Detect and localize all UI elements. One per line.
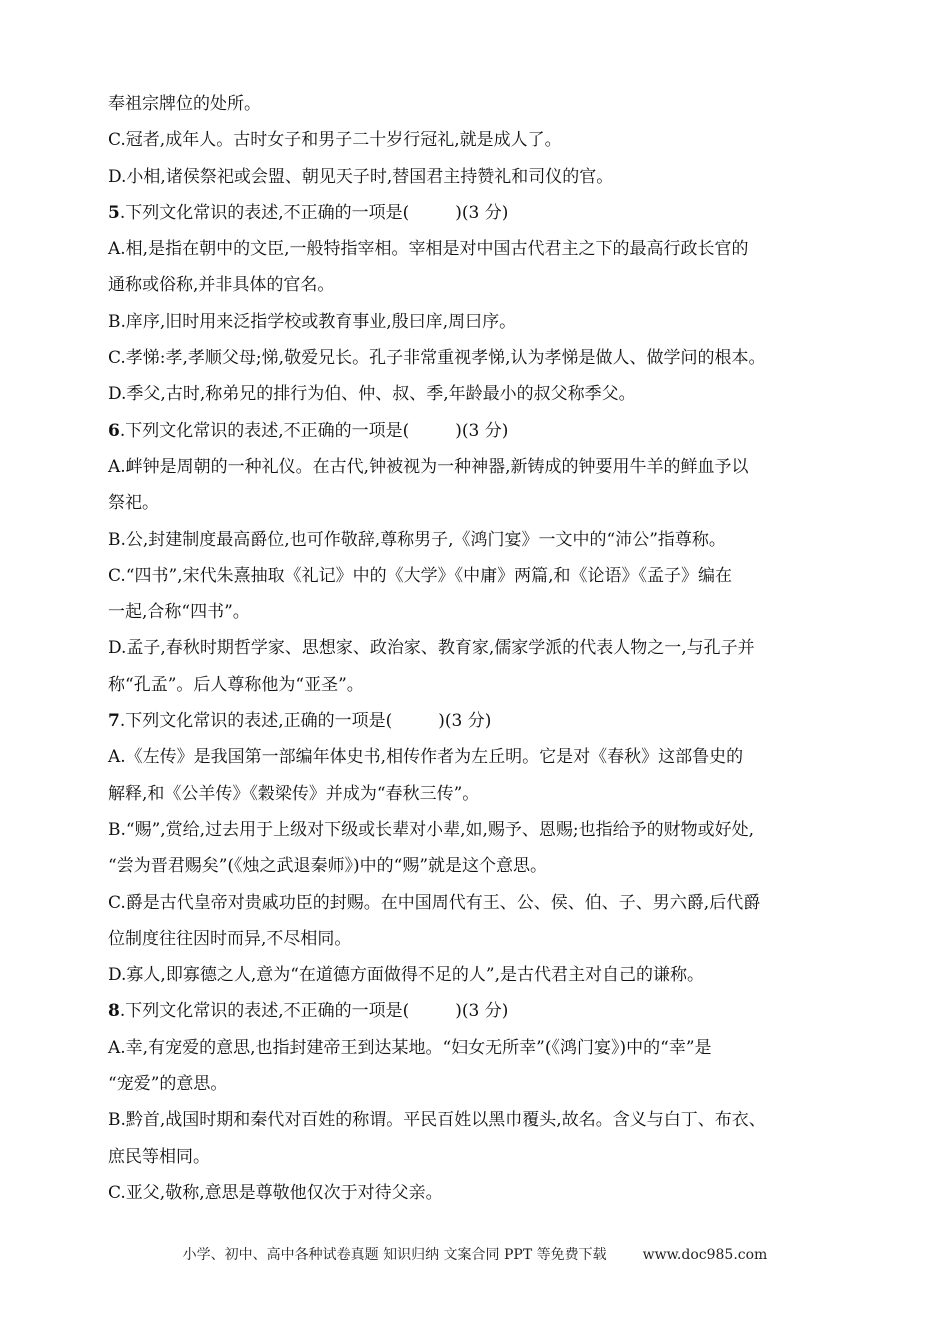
text-line: 一起,合称“四书”。	[108, 602, 250, 623]
text-line: 称“孔孟”。后人尊称他为“亚圣”。	[108, 674, 364, 695]
page-footer	[0, 1244, 950, 1264]
text-line: C.冠者,成年人。古时女子和男子二十岁行冠礼,就是成人了。	[108, 130, 562, 151]
text-line: 解释,和《公羊传》《穀梁传》并成为“春秋三传”。	[108, 783, 480, 804]
question-text: .下列文化常识的表述,正确的一项是(	[119, 711, 393, 732]
text-line: A.幸,有宠爱的意思,也指封建帝王到达某地。“妇女无所幸”(《鸿门宴》)中的“幸”是	[108, 1037, 712, 1058]
text-line: 祭祀。	[108, 493, 159, 514]
text-line: D.季父,古时,称弟兄的排行为伯、仲、叔、季,年龄最小的叔父称季父。	[108, 384, 636, 405]
text-line: B.公,封建制度最高爵位,也可作敬辞,尊称男子,《鸿门宴》一文中的“沛公”指尊称。	[108, 529, 726, 550]
question-text: .下列文化常识的表述,不正确的一项是(	[119, 1001, 410, 1022]
text-line: C.爵是古代皇帝对贵戚功臣的封赐。在中国周代有王、公、侯、伯、子、男六爵,后代爵	[108, 892, 761, 913]
text-line: C.“四书”,宋代朱熹抽取《礼记》中的《大学》《中庸》两篇,和《论语》《孟子》编在	[108, 565, 732, 586]
question-6-stem	[108, 413, 843, 449]
question-text: .下列文化常识的表述,不正确的一项是(	[119, 202, 410, 223]
document-body	[108, 86, 843, 1211]
question-number: 8	[108, 1001, 120, 1022]
question-score: )(3 分)	[455, 1001, 509, 1022]
text-line: 奉祖宗牌位的处所。	[108, 94, 261, 114]
text-line: A.衅钟是周朝的一种礼仪。在古代,钟被视为一种神器,新铸成的钟要用牛羊的鲜血予以	[108, 456, 749, 477]
question-number: 7	[108, 711, 120, 732]
text-line: A.相,是指在朝中的文臣,一般特指宰相。宰相是对中国古代君主之下的最高行政长官的	[108, 239, 749, 260]
question-text: .下列文化常识的表述,不正确的一项是(	[119, 420, 410, 441]
question-score: )(3 分)	[438, 711, 492, 732]
text-line: B.黔首,战国时期和秦代对百姓的称谓。平民百姓以黑巾覆头,故名。含义与白丁、布衣、	[108, 1110, 766, 1131]
footer-url[interactable]: www.doc985.com	[642, 1247, 768, 1263]
text-line: B.庠序,旧时用来泛指学校或教育事业,殷曰庠,周曰序。	[108, 311, 517, 332]
text-line: “宠爱”的意思。	[108, 1074, 228, 1095]
text-line: C.孝悌:孝,孝顺父母;悌,敬爱兄长。孔子非常重视孝悌,认为孝悌是做人、做学问的根本。	[108, 348, 766, 369]
question-8-stem	[108, 993, 843, 1029]
question-7-stem	[108, 703, 843, 739]
text-line: B.“赐”,赏给,过去用于上级对下级或长辈对小辈,如,赐予、恩赐;也指给予的财物或好处,	[108, 819, 755, 840]
text-line: C.亚父,敬称,意思是尊敬他仅次于对待父亲。	[108, 1182, 443, 1203]
text-line: D.小相,诸侯祭祀或会盟、朝见天子时,替国君主持赞礼和司仪的官。	[108, 166, 614, 187]
text-line: 庶民等相同。	[108, 1146, 210, 1167]
footer-text: 小学、初中、高中各种试卷真题 知识归纳 文案合同 PPT 等免费下载	[182, 1247, 607, 1263]
question-number: 6	[108, 420, 120, 441]
text-line: “尝为晋君赐矣”(《烛之武退秦师》)中的“赐”就是这个意思。	[108, 856, 548, 877]
text-line: 通称或俗称,并非具体的官名。	[108, 275, 335, 296]
text-line: D.孟子,春秋时期哲学家、思想家、政治家、教育家,儒家学派的代表人物之一,与孔子并	[108, 638, 755, 659]
question-number: 5	[108, 202, 120, 223]
text-line: 位制度往往因时而异,不尽相同。	[108, 928, 352, 949]
text-line: A.《左传》是我国第一部编年体史书,相传作者为左丘明。它是对《春秋》这部鲁史的	[108, 747, 744, 768]
question-score: )(3 分)	[455, 420, 509, 441]
question-score: )(3 分)	[455, 202, 509, 223]
question-5-stem	[108, 195, 843, 231]
text-line: D.寡人,即寡德之人,意为“在道德方面做得不足的人”,是古代君主对自己的谦称。	[108, 965, 705, 986]
